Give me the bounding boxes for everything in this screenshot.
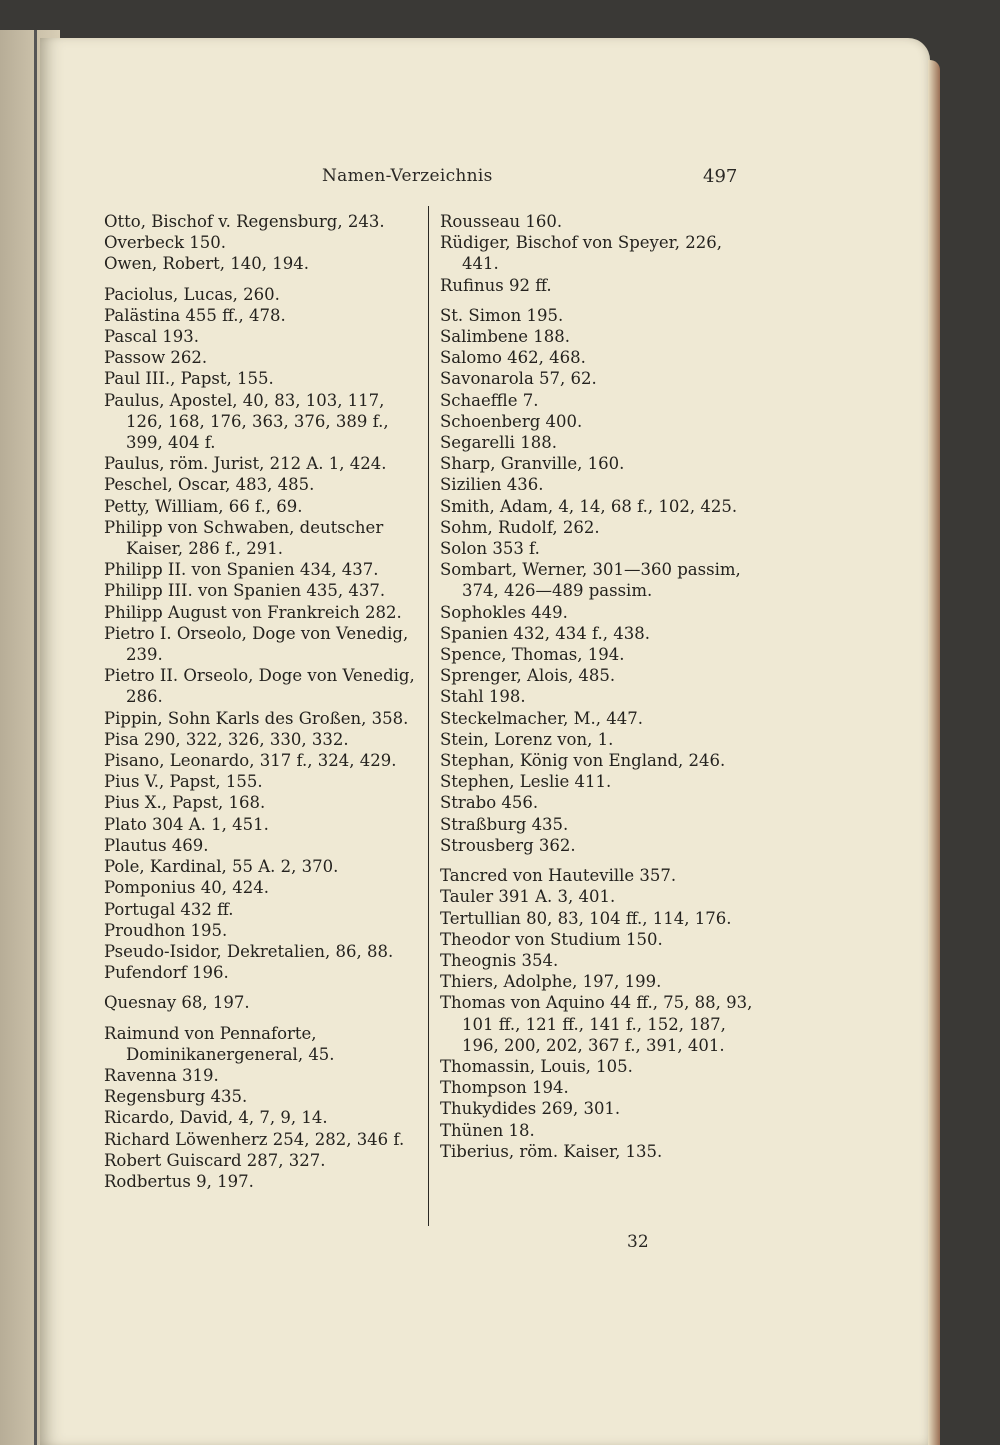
index-entry: Sohm, Rudolf, 262. [440, 517, 600, 537]
index-entry: Sharp, Granville, 160. [440, 454, 625, 474]
index-entry: Stephen, Leslie 411. [440, 772, 612, 792]
index-entry: Rousseau 160. [440, 212, 563, 231]
index-entry: Robert Guiscard 287, 327. [104, 1150, 326, 1170]
index-entry: Portugal 432 ff. [104, 899, 234, 919]
index-entry: Sombart, Werner, 301—360 passim, 374, 426—489 passim. [440, 560, 741, 601]
index-entry: Tiberius, röm. Kaiser, 135. [440, 1141, 663, 1161]
index-entry: Theognis 354. [440, 950, 559, 970]
index-entry: Spence, Thomas, 194. [440, 645, 625, 665]
index-entry: Thompson 194. [440, 1078, 569, 1098]
page-number: 497 [703, 166, 738, 187]
index-entry: Theodor von Studium 150. [440, 929, 663, 949]
index-entry: Rodbertus 9, 197. [104, 1171, 254, 1191]
index-entry: Pseudo-Isidor, Dekretalien, 86, 88. [104, 941, 394, 961]
index-entry: Plato 304 A. 1, 451. [104, 814, 269, 834]
index-entry: Thukydides 269, 301. [440, 1099, 621, 1119]
index-entry: Quesnay 68, 197. [104, 993, 250, 1013]
index-entry: Pippin, Sohn Karls des Großen, 358. [104, 708, 409, 728]
index-entry: Sprenger, Alois, 485. [440, 666, 616, 686]
index-entry: Schaeffle 7. [440, 390, 539, 410]
page-edge [928, 60, 940, 1445]
index-entry: Pole, Kardinal, 55 A. 2, 370. [104, 857, 339, 877]
index-entry: Stephan, König von England, 246. [440, 751, 726, 771]
index-entry: Plautus 469. [104, 835, 209, 855]
index-column-left [104, 211, 422, 1192]
index-entry: Strabo 456. [440, 793, 539, 813]
index-entry: Thünen 18. [440, 1120, 535, 1140]
index-entry: Petty, William, 66 f., 69. [104, 496, 303, 516]
index-entry: Strousberg 362. [440, 835, 576, 855]
index-entry: Spanien 432, 434 f., 438. [440, 623, 650, 643]
running-title: Namen-Verzeichnis [322, 166, 493, 186]
index-entry: Pascal 193. [104, 327, 200, 347]
index-entry: Pufendorf 196. [104, 963, 229, 983]
index-entry: Philipp III. von Spanien 435, 437. [104, 581, 386, 601]
index-entry: Segarelli 188. [440, 433, 557, 453]
index-entry: Sophokles 449. [440, 602, 568, 622]
index-entry: Pius V., Papst, 155. [104, 772, 263, 792]
index-entry: Salomo 462, 468. [440, 348, 586, 368]
index-entry: Pisa 290, 322, 326, 330, 332. [104, 729, 349, 749]
sheet-signature: 32 [627, 1232, 649, 1252]
index-entry: Schoenberg 400. [440, 411, 583, 431]
index-entry: Philipp II. von Spanien 434, 437. [104, 560, 379, 580]
index-entry: Paulus, Apostel, 40, 83, 103, 117, 126, 168, 176, 363, 376, 389 f., 399, 404 f. [104, 390, 389, 453]
index-entry: Proudhon 195. [104, 920, 228, 940]
index-entry: Pius X., Papst, 168. [104, 793, 266, 813]
index-entry: Stahl 198. [440, 687, 526, 707]
index-column-right [440, 211, 758, 1162]
index-entry: Solon 353 f. [440, 539, 540, 559]
index-entry: Passow 262. [104, 348, 208, 368]
index-entry: Salimbene 188. [440, 327, 571, 347]
index-entry: Smith, Adam, 4, 14, 68 f., 102, 425. [440, 496, 738, 516]
index-entry: Otto, Bischof v. Regensburg, 243. [104, 212, 385, 231]
index-entry: Peschel, Oscar, 483, 485. [104, 475, 315, 495]
book-gutter [34, 30, 37, 1445]
index-entry: Thiers, Adolphe, 197, 199. [440, 972, 662, 992]
index-entry: Pietro I. Orseolo, Doge von Venedig, 239. [104, 623, 409, 665]
index-entry: Owen, Robert, 140, 194. [104, 254, 309, 274]
index-entry: Philipp August von Frankreich 282. [104, 602, 402, 622]
index-entry: St. Simon 195. [440, 305, 564, 325]
index-entry: Thomassin, Louis, 105. [440, 1056, 633, 1076]
index-entry: Ricardo, David, 4, 7, 9, 14. [104, 1108, 328, 1128]
index-entry: Paul III., Papst, 155. [104, 369, 274, 389]
index-entry: Pietro II. Orseolo, Doge von Venedig, 286. [104, 666, 415, 707]
index-entry: Regensburg 435. [104, 1087, 248, 1107]
index-entry: Richard Löwenherz 254, 282, 346 f. [104, 1129, 405, 1149]
index-entry: Sizilien 436. [440, 475, 544, 495]
index-entry: Paciolus, Lucas, 260. [104, 284, 280, 304]
index-entry: Rüdiger, Bischof von Speyer, 226, 441. [440, 233, 722, 274]
index-entry: Steckelmacher, M., 447. [440, 708, 644, 728]
index-entry: Stein, Lorenz von, 1. [440, 729, 614, 749]
index-entry: Overbeck 150. [104, 233, 227, 253]
index-entry: Thomas von Aquino 44 ff., 75, 88, 93, 101 ff., 121 ff., 141 f., 152, 187, 196, 200, 202, 367 f., 391, 401. [440, 993, 753, 1055]
index-entry: Palästina 455 ff., 478. [104, 305, 286, 325]
column-divider [428, 206, 429, 1226]
index-entry: Tancred von Hauteville 357. [440, 866, 677, 886]
index-entry: Rufinus 92 ff. [440, 275, 552, 295]
index-entry: Philipp von Schwaben, deutscher Kaiser, 286 f., 291. [104, 517, 384, 559]
index-entry: Paulus, röm. Jurist, 212 A. 1, 424. [104, 454, 387, 474]
index-entry: Tauler 391 A. 3, 401. [440, 887, 616, 907]
index-entry: Raimund von Pennaforte, Dominikanergeneral, 45. [104, 1023, 335, 1064]
index-entry: Ravenna 319. [104, 1065, 219, 1085]
index-entry: Straßburg 435. [440, 814, 569, 834]
index-entry: Pomponius 40, 424. [104, 878, 269, 898]
index-entry: Pisano, Leonardo, 317 f., 324, 429. [104, 751, 397, 771]
index-entry: Tertullian 80, 83, 104 ff., 114, 176. [440, 908, 732, 928]
index-entry: Savonarola 57, 62. [440, 369, 597, 389]
